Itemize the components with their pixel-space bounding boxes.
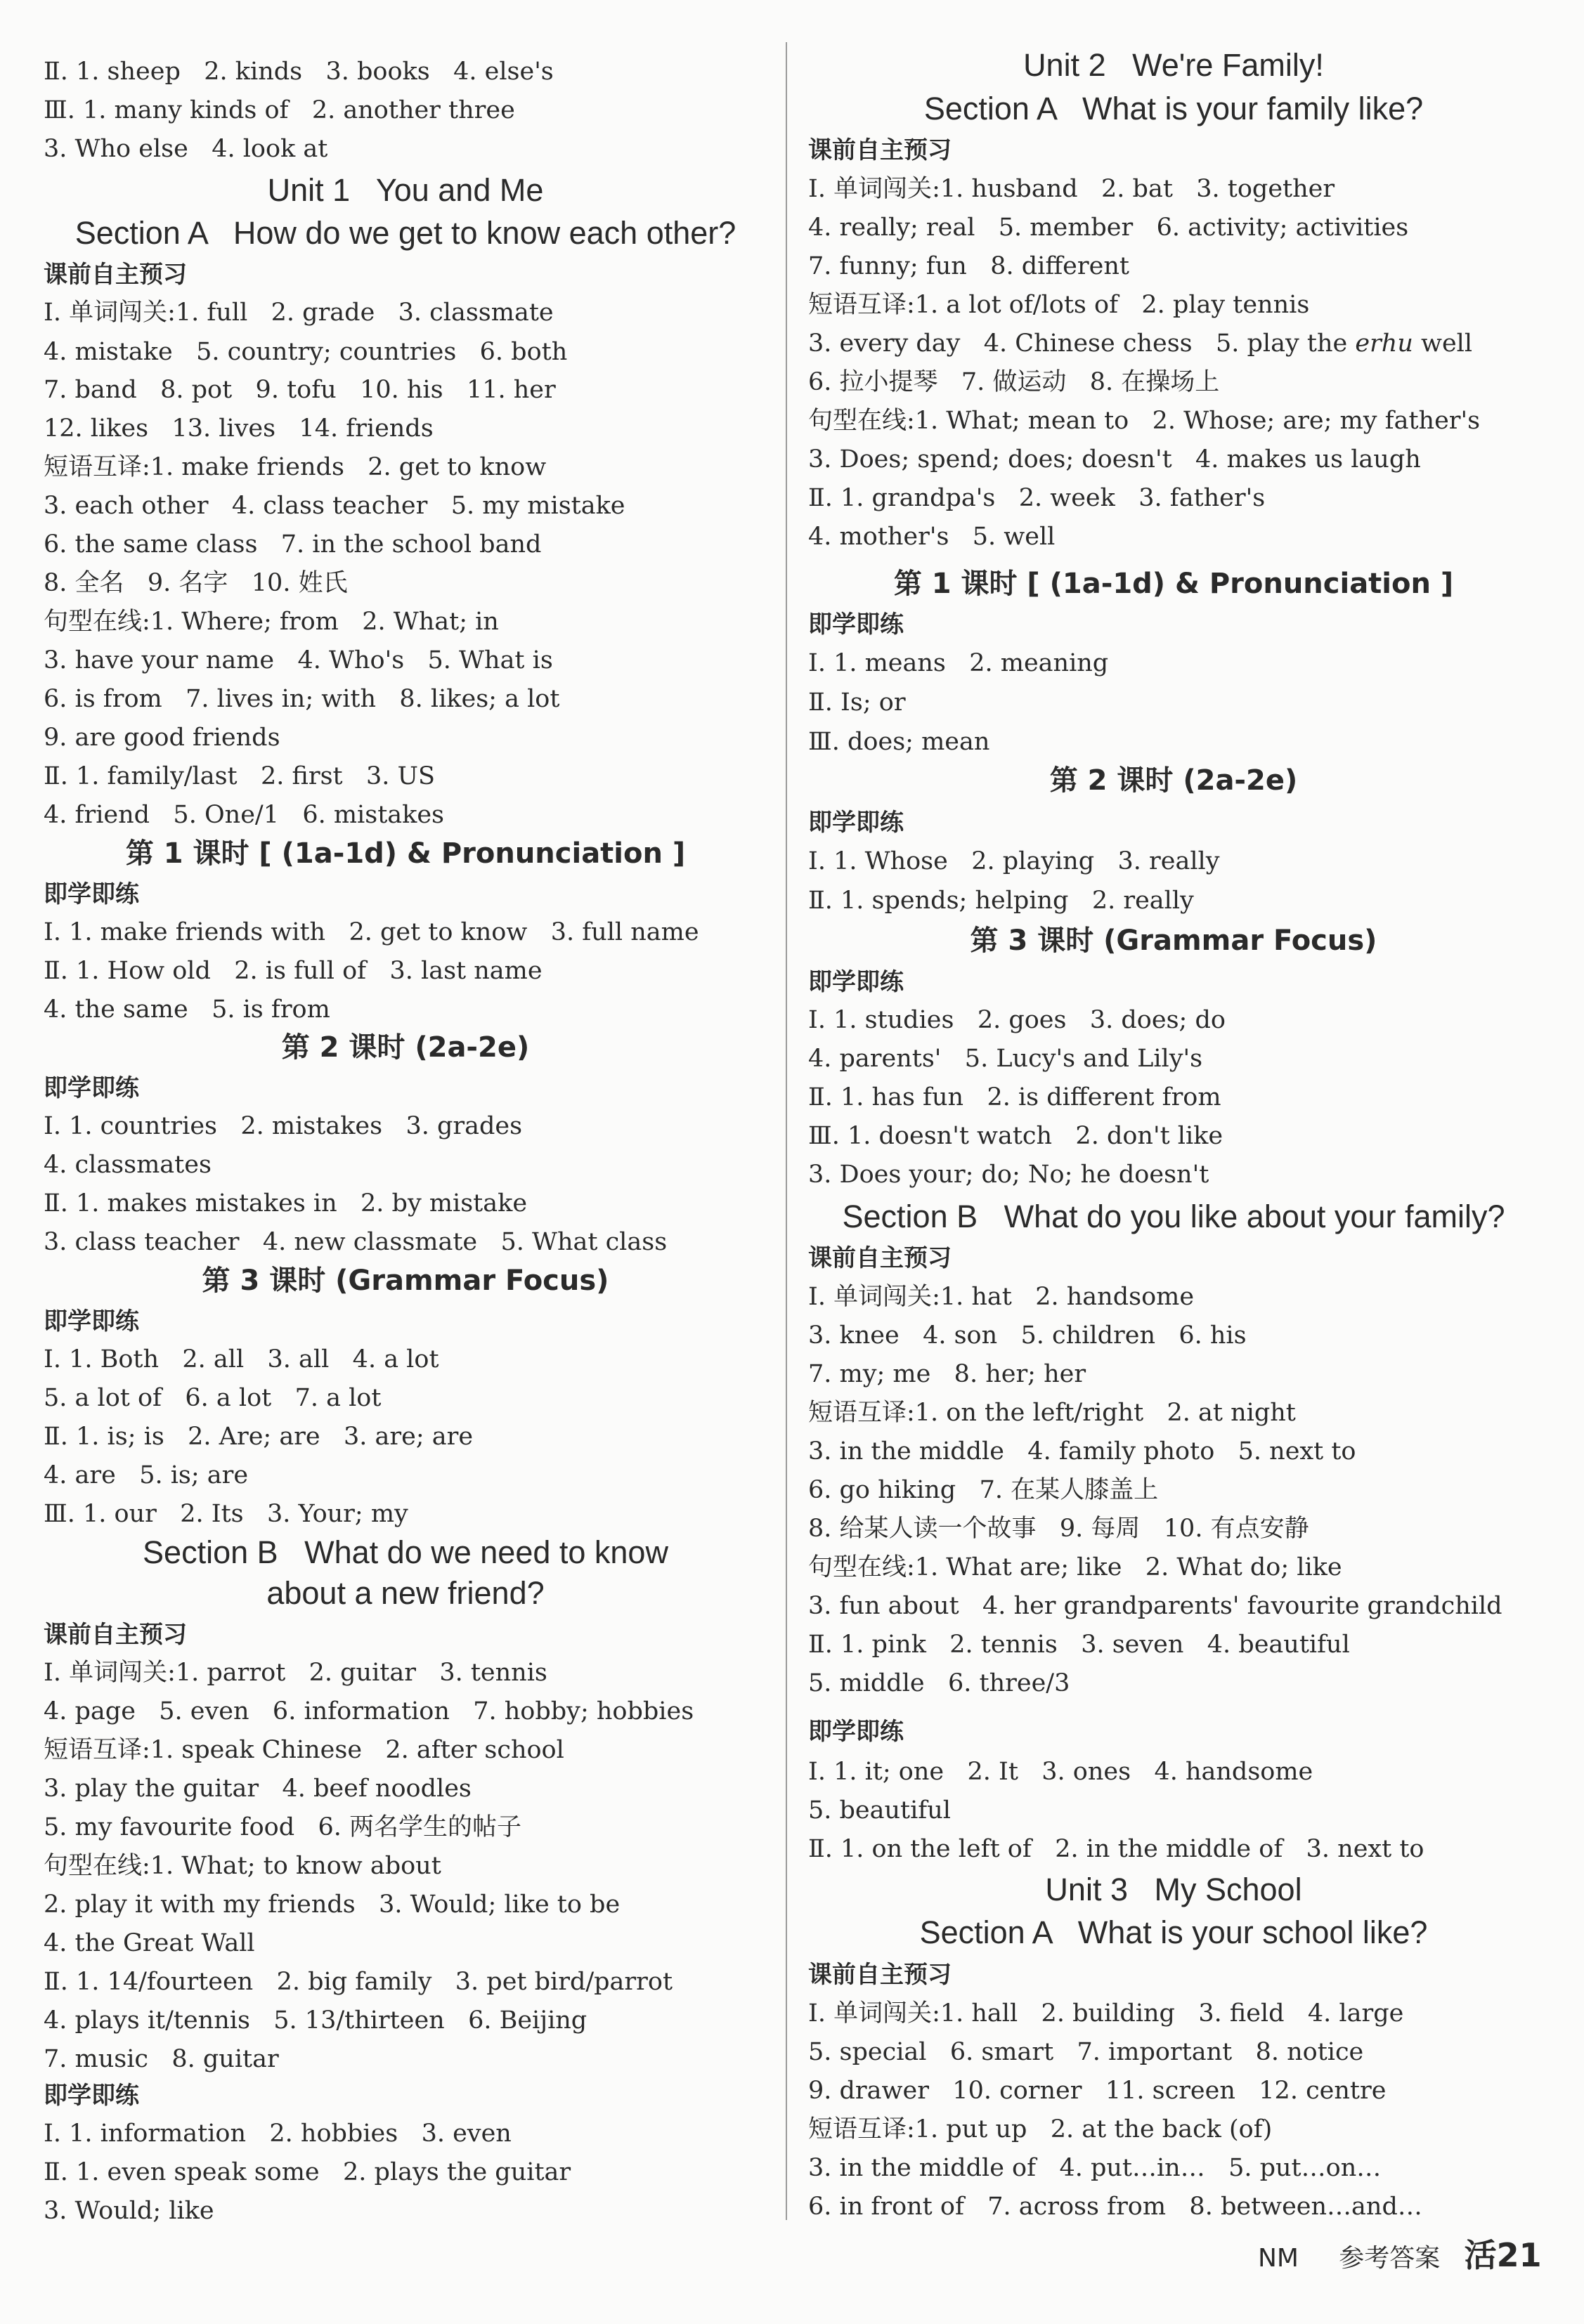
section-heading: Section B What do we need to know <box>143 1534 668 1570</box>
column-divider <box>786 42 787 2220</box>
footer-code: NM <box>1258 2244 1299 2273</box>
answer-line: Ⅰ. 1. countries 2. mistakes 3. grades <box>44 1112 523 1140</box>
answer-line: Ⅲ. 1. doesn't watch 2. don't like <box>808 1122 1223 1150</box>
answer-line: 4. are 5. is; are <box>44 1461 249 1489</box>
answer-line: 4. really; real 5. member 6. activity; activities <box>808 214 1409 242</box>
label-practice: 即学即练 <box>808 1718 904 1746</box>
answer-line: 短语互译:1. make friends 2. get to know <box>44 453 547 481</box>
answer-line: 4. page 5. even 6. information 7. hobby; hobbies <box>44 1697 694 1725</box>
answer-line: Ⅱ. 1. spends; helping 2. really <box>808 887 1194 915</box>
answer-line: 短语互译:1. on the left/right 2. at night <box>808 1399 1296 1427</box>
lesson-heading: 第 2 课时 (2a-2e) <box>281 1031 530 1064</box>
answer-line: 6. 拉小提琴 7. 做运动 8. 在操场上 <box>808 368 1220 396</box>
answer-line: 3. fun about 4. her grandparents' favourite grandchild <box>808 1592 1502 1620</box>
answer-line: 5. my favourite food 6. 两名学生的帖子 <box>44 1813 522 1841</box>
section-heading: Section A How do we get to know each other? <box>74 215 736 251</box>
unit-heading: Unit 1 You and Me <box>267 172 544 208</box>
footer-brand: 活 <box>1464 2236 1497 2274</box>
answer-line: 7. my; me 8. her; her <box>808 1360 1086 1388</box>
answer-line: Ⅰ. 1. means 2. meaning <box>808 649 1109 677</box>
answer-line: 4. mother's 5. well <box>808 523 1056 551</box>
answer-line: Ⅱ. 1. grandpa's 2. week 3. father's <box>808 484 1266 512</box>
answer-line: 7. funny; fun 8. different <box>808 252 1129 280</box>
answer-line: Ⅱ. 1. on the left of 2. in the middle of 3. next to <box>808 1835 1424 1863</box>
lesson-heading: 第 2 课时 (2a-2e) <box>1049 764 1298 797</box>
answer-line: 3. play the guitar 4. beef noodles <box>44 1775 472 1803</box>
answer-line: 3. Who else 4. look at <box>44 135 328 163</box>
page-number: 21 <box>1496 2236 1542 2274</box>
answer-line: Ⅱ. 1. How old 2. is full of 3. last name <box>44 957 543 985</box>
label-preview: 课前自主预习 <box>808 136 952 164</box>
answer-line: Ⅱ. 1. has fun 2. is different from <box>808 1083 1221 1111</box>
answer-line: Ⅱ. 1. sheep 2. kinds 3. books 4. else's <box>44 58 554 86</box>
answer-line: 5. a lot of 6. a lot 7. a lot <box>44 1384 382 1412</box>
answer-line: 8. 全名 9. 名字 10. 姓氏 <box>44 569 348 597</box>
answer-line: 5. beautiful <box>808 1796 951 1824</box>
label-preview: 课前自主预习 <box>808 1244 952 1272</box>
answer-line: Ⅲ. does; mean <box>808 728 990 756</box>
answer-line: 句型在线:1. What are; like 2. What do; like <box>808 1553 1342 1581</box>
label-practice: 即学即练 <box>44 1307 139 1336</box>
answer-line: 4. the same 5. is from <box>44 995 330 1024</box>
answer-line: Ⅰ. 1. it; one 2. It 3. ones 4. handsome <box>808 1758 1313 1786</box>
answer-line: 7. music 8. guitar <box>44 2045 279 2073</box>
lesson-heading: 第 3 课时 (Grammar Focus) <box>202 1265 609 1297</box>
answer-text: 3. every day 4. Chinese chess 5. play the <box>808 329 1356 358</box>
label-practice: 即学即练 <box>44 1074 139 1102</box>
answer-line: Ⅰ. 单词闯关:1. parrot 2. guitar 3. tennis <box>44 1659 547 1687</box>
answer-line: 7. band 8. pot 9. tofu 10. his 11. her <box>44 376 556 404</box>
unit-heading: Unit 3 My School <box>1045 1872 1302 1907</box>
answer-line: 句型在线:1. What; to know about <box>44 1852 441 1880</box>
answer-line: Ⅱ. Is; or <box>808 688 906 717</box>
answer-line: 4. friend 5. One/1 6. mistakes <box>44 801 445 829</box>
answer-line: 8. 给某人读一个故事 9. 每周 10. 有点安静 <box>808 1515 1309 1543</box>
italic-word: erhu <box>1355 329 1413 358</box>
section-heading: Section A What is your school like? <box>919 1914 1428 1950</box>
answer-line: 5. special 6. smart 7. important 8. notice <box>808 2038 1364 2066</box>
answer-line: Ⅰ. 单词闯关:1. husband 2. bat 3. together <box>808 175 1335 203</box>
answer-line: Ⅱ. 1. 14/fourteen 2. big family 3. pet bird/parrot <box>44 1968 673 1996</box>
answer-line: Ⅱ. 1. is; is 2. Are; are 3. are; are <box>44 1423 474 1451</box>
answer-line: 4. the Great Wall <box>44 1929 255 1957</box>
footer-label: 参考答案 <box>1339 2244 1441 2273</box>
answer-line: Ⅰ. 1. Whose 2. playing 3. really <box>808 847 1220 875</box>
answer-line: Ⅱ. 1. family/last 2. first 3. US <box>44 762 435 790</box>
answer-line: 3. Does your; do; No; he doesn't <box>808 1161 1209 1189</box>
answer-line: 4. plays it/tennis 5. 13/thirteen 6. Beijing <box>44 2006 587 2035</box>
answer-line: Ⅱ. 1. pink 2. tennis 3. seven 4. beautiful <box>808 1631 1350 1659</box>
answer-line: Ⅲ. 1. many kinds of 2. another three <box>44 96 515 124</box>
answer-line: 3. Does; spend; does; doesn't 4. makes us laugh <box>808 445 1421 474</box>
answer-line: 短语互译:1. speak Chinese 2. after school <box>44 1736 564 1764</box>
answer-line: 3. each other 4. class teacher 5. my mistake <box>44 492 625 520</box>
section-heading: Section B What do you like about your family? <box>842 1199 1505 1234</box>
answer-line: Ⅰ. 单词闯关:1. hat 2. handsome <box>808 1283 1195 1311</box>
answer-line: 短语互译:1. a lot of/lots of 2. play tennis <box>808 291 1310 319</box>
answer-line: 3. knee 4. son 5. children 6. his <box>808 1321 1247 1350</box>
answer-line: 4. parents' 5. Lucy's and Lily's <box>808 1045 1203 1073</box>
label-practice: 即学即练 <box>44 880 139 908</box>
answer-line: 6. go hiking 7. 在某人膝盖上 <box>808 1476 1159 1504</box>
label-preview: 课前自主预习 <box>44 1621 187 1649</box>
answer-line: Ⅲ. 1. our 2. Its 3. Your; my <box>44 1500 408 1528</box>
answer-line: 3. in the middle of 4. put…in… 5. put…on… <box>808 2154 1382 2182</box>
answer-line: 句型在线:1. What; mean to 2. Whose; are; my father's <box>808 407 1481 435</box>
answer-line: 6. is from 7. lives in; with 8. likes; a lot <box>44 685 560 713</box>
answer-line: 12. likes 13. lives 14. friends <box>44 414 434 443</box>
lesson-heading: 第 1 课时 [ (1a-1d) & Pronunciation ] <box>125 837 686 870</box>
answer-line: 9. are good friends <box>44 724 280 752</box>
answer-line: Ⅰ. 单词闯关:1. hall 2. building 3. field 4. large <box>808 1999 1404 2028</box>
answer-line: Ⅱ. 1. makes mistakes in 2. by mistake <box>44 1189 528 1218</box>
answer-line: Ⅰ. 1. information 2. hobbies 3. even <box>44 2120 512 2148</box>
label-practice: 即学即练 <box>808 611 904 639</box>
answer-line: 3. class teacher 4. new classmate 5. What class <box>44 1228 668 1256</box>
answer-line: 4. mistake 5. country; countries 6. both <box>44 338 568 366</box>
answer-line: Ⅰ. 单词闯关:1. full 2. grade 3. classmate <box>44 299 554 327</box>
answer-line: Ⅰ. 1. make friends with 2. get to know 3. full name <box>44 918 699 946</box>
lesson-heading: 第 3 课时 (Grammar Focus) <box>970 925 1377 957</box>
answer-line: 4. classmates <box>44 1151 212 1179</box>
answer-line: 9. drawer 10. corner 11. screen 12. centre <box>808 2077 1387 2105</box>
label-practice: 即学即练 <box>44 2082 139 2110</box>
lesson-heading: 第 1 课时 [ (1a-1d) & Pronunciation ] <box>893 568 1454 600</box>
answer-line: 5. middle 6. three/3 <box>808 1669 1070 1697</box>
unit-heading: Unit 2 We're Family! <box>1023 47 1324 83</box>
answer-line: 2. play it with my friends 3. Would; like to be <box>44 1891 621 1919</box>
answer-line: 6. in front of 7. across from 8. between…and… <box>808 2193 1422 2221</box>
label-practice: 即学即练 <box>808 968 904 996</box>
answer-line: 3. have your name 4. Who's 5. What is <box>44 646 553 674</box>
label-preview: 课前自主预习 <box>44 261 187 289</box>
answer-line: Ⅰ. 1. studies 2. goes 3. does; do <box>808 1006 1226 1034</box>
answer-line: 6. the same class 7. in the school band <box>44 530 542 559</box>
section-heading: Section A What is your family like? <box>923 91 1424 126</box>
label-preview: 课前自主预习 <box>808 1961 952 1989</box>
answer-line <box>808 327 1472 360</box>
page-footer <box>1258 2238 1542 2276</box>
label-practice: 即学即练 <box>808 809 904 837</box>
answer-line: 3. Would; like <box>44 2197 214 2225</box>
answer-line: 3. in the middle 4. family photo 5. next to <box>808 1437 1356 1465</box>
answer-line: 短语互译:1. put up 2. at the back (of) <box>808 2115 1273 2143</box>
answer-line: 句型在线:1. Where; from 2. What; in <box>44 608 499 636</box>
section-heading: about a new friend? <box>266 1575 545 1611</box>
answer-text: well <box>1413 329 1473 358</box>
answer-line: Ⅰ. 1. Both 2. all 3. all 4. a lot <box>44 1345 439 1373</box>
answer-line: Ⅱ. 1. even speak some 2. plays the guitar <box>44 2158 571 2186</box>
